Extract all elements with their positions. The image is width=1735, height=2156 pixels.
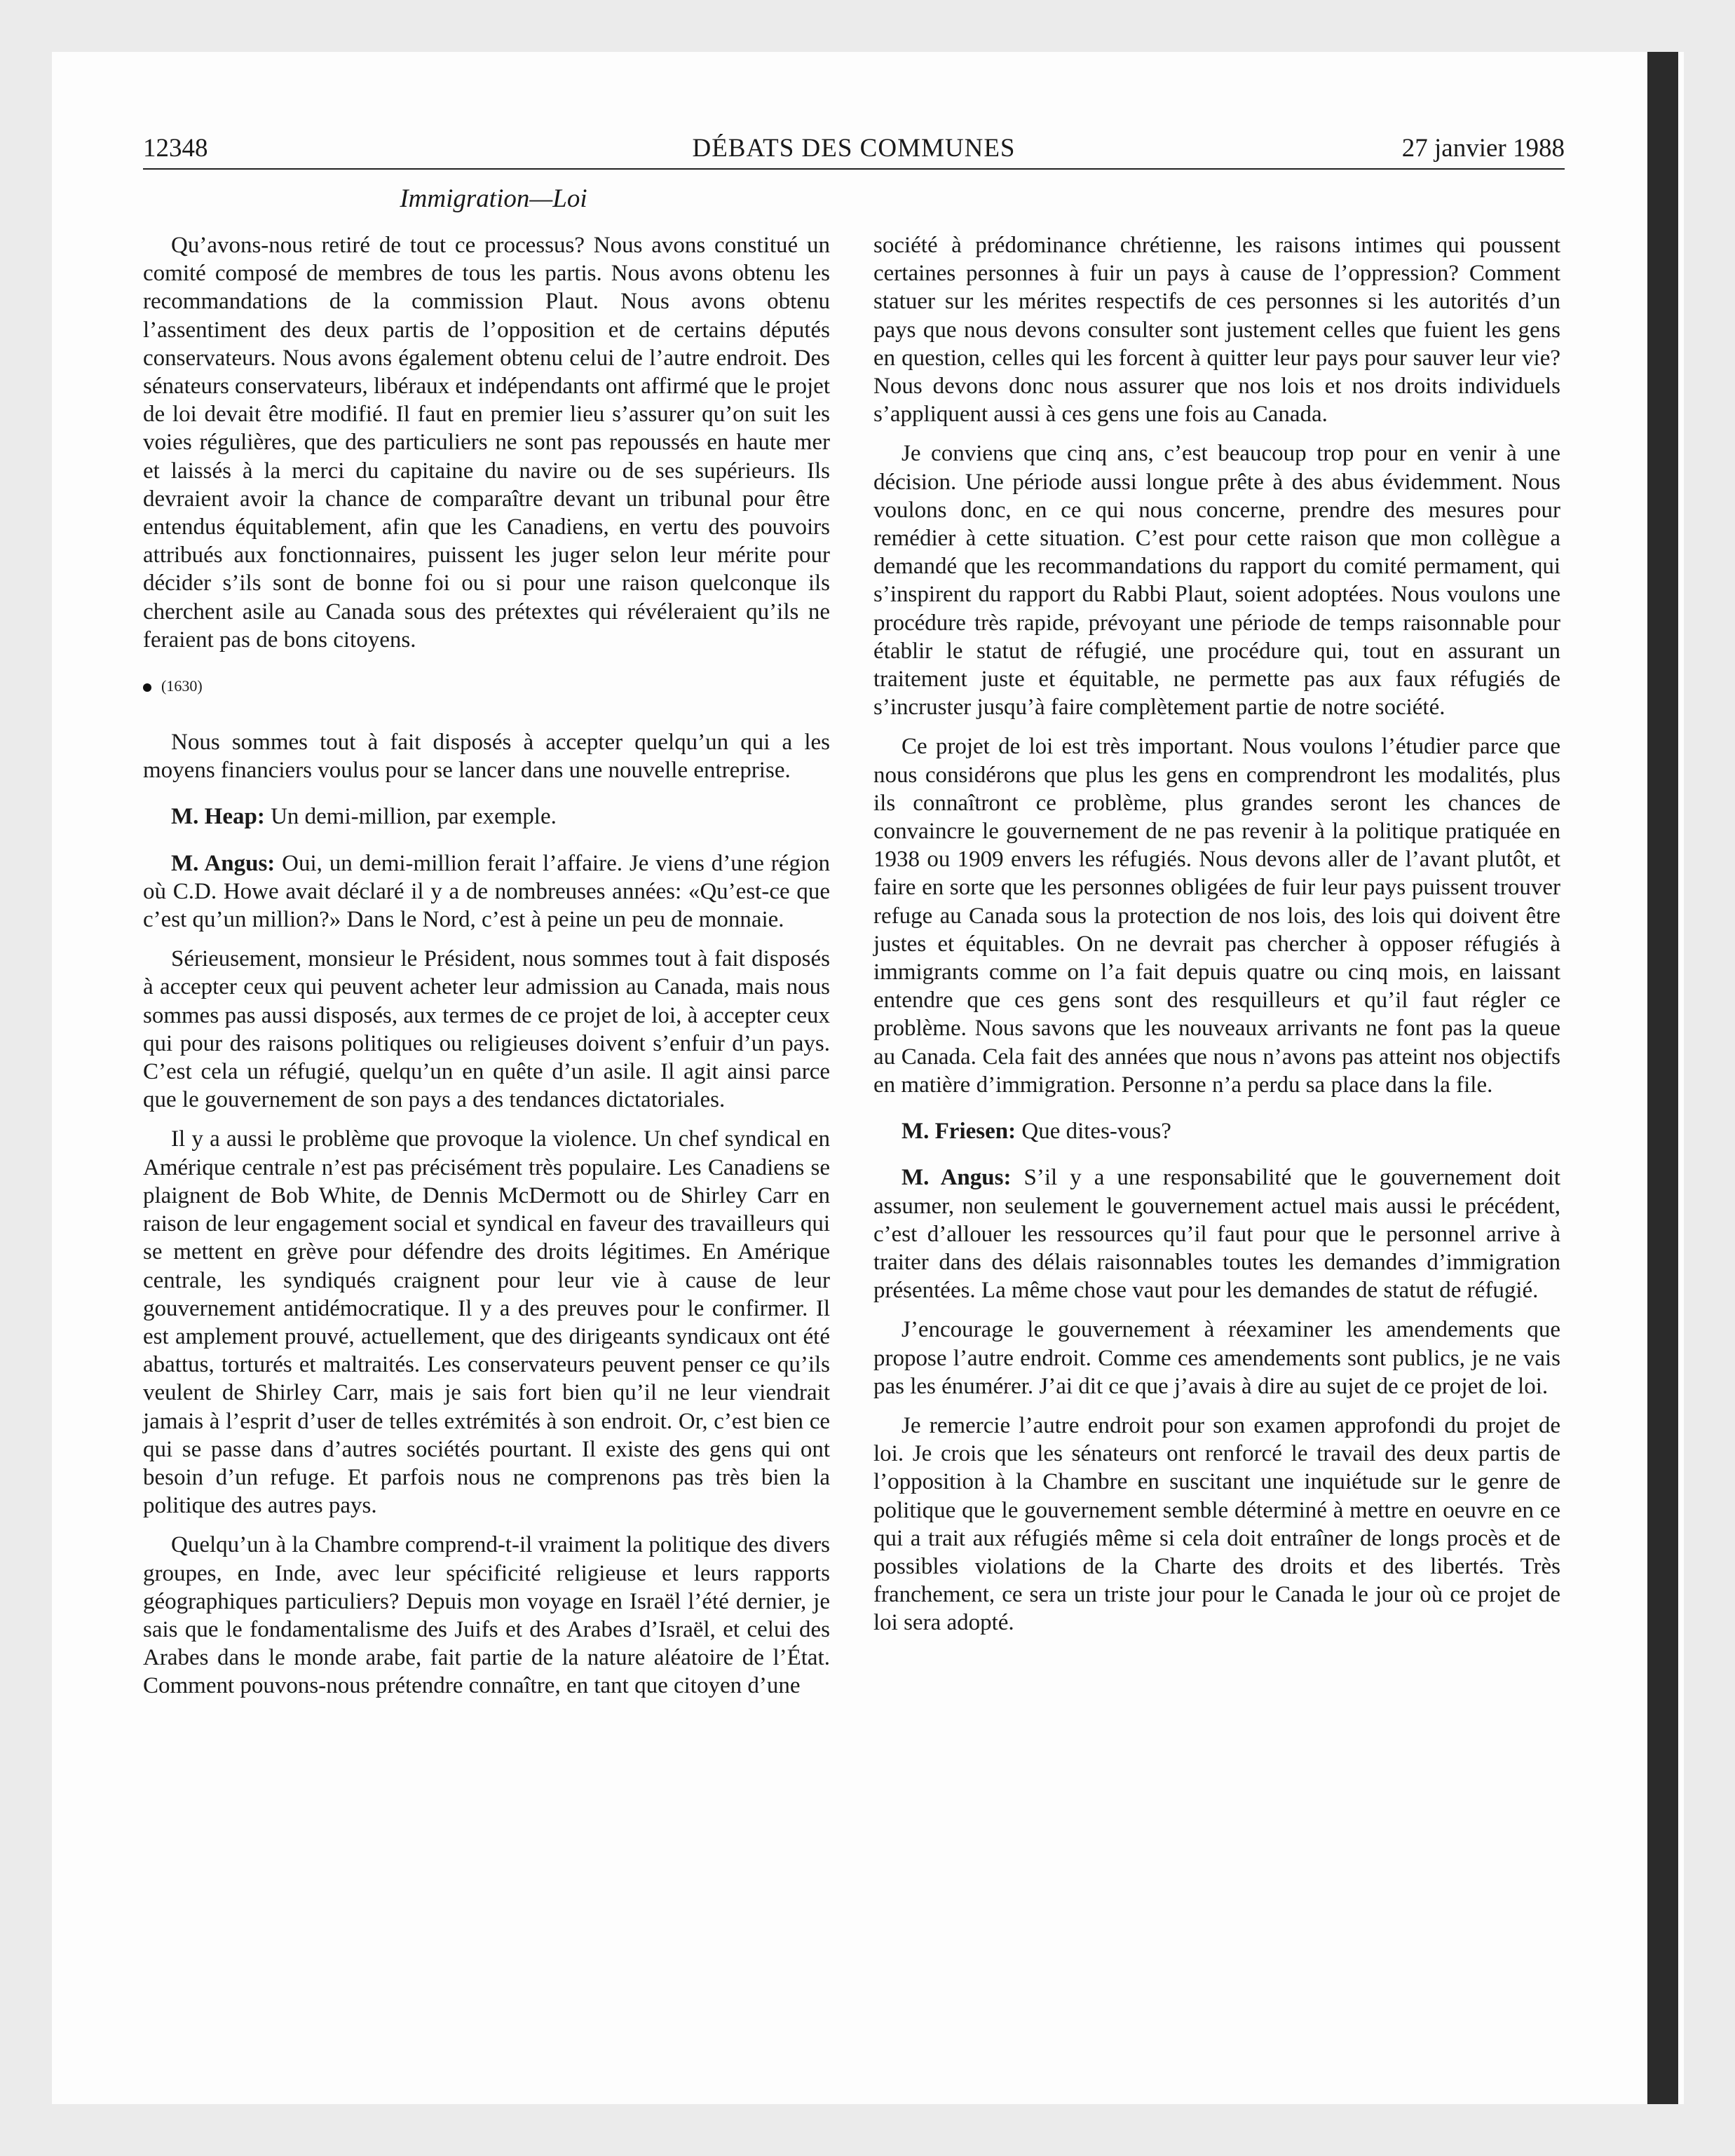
paragraph: Je remercie l’autre endroit pour son examen approfondi du projet de loi. Je crois que les sénateurs ont renforcé le travail des deux partis de l’opposition à la Chambre en suscitant une inquiétude sur le genre de politique que le gouvernement semble déterminé à mettre en oeuvre en ce qui a trait aux réfugiés même si cela doit entraîner de longs procès et de possibles violations de la Charte des droits et des libertés. Très franchement, ce sera un triste jour pour le Canada le jour où ce projet de loi sera adopté. [873,1412,1560,1636]
speaker-paragraph [873,1117,1560,1145]
speaker-name: M. Angus: [171,850,275,876]
page-header [143,132,1565,170]
time-marker [143,672,830,700]
right-column [873,231,1560,1649]
speech-text: Oui, un demi-million ferait l’affaire. Je viens d’une région où C.D. Howe avait déclaré il y a de nombreuses années: «Qu’est-ce que c’est qu’un million?» Dans le Nord, c’est à peine un peu de monnaie. [143,850,831,933]
left-column [143,231,830,1712]
bullet-icon [143,683,151,692]
speaker-paragraph [873,1164,1560,1304]
speaker-name: M. Heap: [171,804,265,830]
paragraph: Nous sommes tout à fait disposés à accepter quelqu’un qui a les moyens financiers voulus pour se lancer dans une nouvelle entreprise. [143,730,830,784]
paragraph: Ce projet de loi est très important. Nous voulons l’étudier parce que nous considérons que plus les gens en comprendront les modalités, plus ils connaîtront ce problème, plus grandes seront les chances de convaincre le gouvernement de ne pas revenir à la politique pratiquée en 1938 ou 1909 envers les réfugiés. Nous devons aller de l’avant plutôt, et faire en sorte que les personnes obligées de fuir leur pays puissent trouver refuge au Canada sous la protection de nos lois, des lois qui doivent être justes et équitables. On ne devrait pas chercher à opposer réfugiés à immigrants comme on l’a fait depuis quatre ou cinq mois, en laissant entendre que ces gens sont des resquilleurs et qu’il faut régler ce problème. Nous savons que les nouveaux arrivants ne font pas la queue au Canada. Cela fait des années que nous n’avons pas atteint nos objectifs en matière d’immigration. Personne n’a perdu sa place dans la file. [873,734,1560,1098]
speech-text: Un demi-million, par exemple. [271,804,557,830]
speech-text: Que dites-vous? [1021,1119,1171,1145]
paragraph: Il y a aussi le problème que provoque la violence. Un chef syndical en Amérique centrale n’est pas précisément très populaire. Les Canadiens se plaignent de Bob White, de Dennis McDermott ou de Shirley Carr en raison de leur engagement social et syndical en faveur des travailleurs qui se mettent en grève pour défendre des droits légitimes. En Amérique centrale, les syndiqués craignent pour leur vie à cause de leur gouvernement antidémocratique. Il y a des preuves pour le confirmer. Il est amplement prouvé, actuellement, que des dirigeants syndicaux ont été abattus, torturés et maltraités. Les conservateurs peuvent penser ce qu’ils veulent de Shirley Carr, mais je sais fort bien qu’il ne leur viendrait jamais à l’esprit d’user de telles extrémités à son endroit. Or, c’est bien ce qui se passe dans d’autres sociétés pourtant. Il existe des gens qui ont besoin d’un refuge. Et parfois nous ne comprenons pas très bien la politique des autres pays. [143,1126,830,1519]
paragraph: J’encourage le gouvernement à réexaminer les amendements que propose l’autre endroit. Comme ces amendements sont publics, je ne vais pas les énumérer. J’ai dit ce que j’avais à dire au sujet de ce projet de loi. [873,1317,1560,1399]
scan-edge-bar [1647,52,1678,2104]
publication-date: 27 janvier 1988 [1401,134,1565,163]
page-number: 12348 [143,134,208,163]
publication-title: DÉBATS DES COMMUNES [692,134,1016,163]
speaker-paragraph [143,850,830,934]
speaker-name: M. Friesen: [901,1119,1016,1145]
paragraph: Je conviens que cinq ans, c’est beaucoup trop pour en venir à une décision. Une période aussi longue prête à des abus évidemment. Nous voulons donc, en ce qui nous concerne, prendre des mesures pour remédier à cette situation. C’est pour cette raison que mon collègue a demandé que les recommandations du rapport du comité permament, qui s’inspirent du rapport du Rabbi Plaut, soient adoptées. Nous voulons une procédure très rapide, prévoyant une période de temps raisonnable pour établir le statut de réfugié, une procédure qui, tout en assurant un traitement juste et équitable, ne permette pas aux faux réfugiés de s’incruster jusqu’à faire complètement partie de notre société. [873,441,1560,721]
speaker-name: M. Angus: [901,1165,1012,1191]
speech-text: S’il y a une responsabilité que le gouvernement doit assumer, non seulement le gouvernement actuel mais aussi le précédent, c’est d’allouer les ressources qu’il faut pour que le personnel arrive à traiter dans des délais raisonnables toutes les demandes d’immigration présentées. La même chose vaut pour les demandes de statut de réfugié. [873,1165,1561,1304]
section-subtitle: Immigration—Loi [400,184,587,213]
paragraph: Sérieusement, monsieur le Président, nous sommes tout à fait disposés à accepter ceux qui peuvent acheter leur admission au Canada, mais nous sommes pas aussi disposés, aux termes de ce projet de loi, à accepter ceux qui pour des raisons politiques ou religieuses doivent s’enfuir d’un pays. C’est cela un réfugié, quelqu’un en quête d’un asile. Il agit ainsi parce que le gouvernement de son pays a des tendances dictatoriales. [143,946,830,1113]
paragraph: Quelqu’un à la Chambre comprend-t-il vraiment la politique des divers groupes, en Inde, avec leur spécificité religieuse et leurs rapports géographiques particuliers? Depuis mon voyage en Israël l’été dernier, je sais que le fondamentalisme des Juifs et des Arabes d’Israël, et celui des Arabes dans le monde arabe, fait partie de la nature aléatoire de l’État. Comment pouvons-nous prétendre connaître, en tant que citoyen d’une [143,1532,830,1699]
paragraph: société à prédominance chrétienne, les raisons intimes qui poussent certaines personnes à fuir un pays à cause de l’oppression? Comment statuer sur les mérites respectifs de ces personnes si les autorités d’un pays que nous devons consulter sont justement celles que fuient les gens en question, celles qui les forcent à quitter leur pays pour sauver leur vie? Nous devons donc nous assurer que nos lois et nos droits individuels s’appliquent aussi à ces gens une fois au Canada. [873,233,1560,428]
speaker-paragraph [143,803,830,831]
paragraph: Qu’avons-nous retiré de tout ce processus? Nous avons constitué un comité composé de membres de tous les partis. Nous avons obtenu les recommandations de la commission Plaut. Nous avons obtenu l’assentiment des deux partis de l’opposition et de certains députés conservateurs. Nous avons également obtenu celui de l’autre endroit. Des sénateurs conservateurs, libéraux et indépendants ont affirmé que le projet de loi devait être modifié. Il faut en premier lieu s’assurer qu’on suit les voies régulières, que des particuliers ne sont pas repoussés en haute mer et laissés à la merci du capitaine du navire ou de ses supérieurs. Ils devraient avoir la chance de comparaître devant un tribunal pour être entendus équitablement, afin que les Canadiens, en vertu des pouvoirs attribués aux fonctionnaires, puissent les juger selon leur mérite pour décider s’ils sont de bonne foi ou si pour une raison quelconque ils cherchent asile au Canada sous des prétextes qui révéleraient qu’ils ne feraient pas de bons citoyens. [143,233,830,653]
time-marker-text: (1630) [161,677,203,695]
